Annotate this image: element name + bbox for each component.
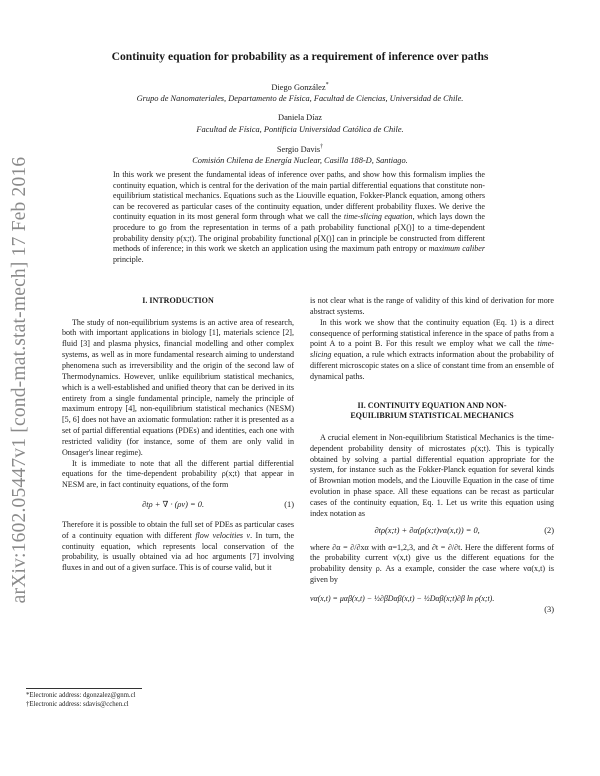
- author-1: Diego González*: [271, 82, 329, 92]
- arxiv-identifier: arXiv:1602.05447v1 [cond-mat.stat-mech] 17 Feb 2016: [9, 156, 30, 604]
- paragraph: It is immediate to note that all the different partial differential equations for the time-dependent probability ρ(x;t) that appear in NESM are, in fact continuity equations, of the form: [62, 458, 294, 490]
- left-column: [62, 296, 294, 574]
- equation-3: vα(x,t) = μαβ(x,t) − ½∂βDαβ(x,t) − ½Dαβ(x;t)∂β ln ρ(x;t).: [310, 593, 495, 603]
- affiliation-1: Grupo de Nanomateriales, Departamento de Física, Facultad de Ciencias, Universidad de Chile.: [136, 94, 464, 103]
- paragraph: Therefore it is possible to obtain the full set of PDEs as particular cases of a continuity equation with different flow velocities v. In turn, the continuity equation, which represents local conservation of the probability, is usually obtained via ad hoc arguments [7] involving fluxes in and out of a given surface. This is of course valid, but it: [62, 519, 295, 573]
- paragraph: A crucial element in Non-equilibrium Statistical Mechanics is the time-dependent probability density of microstates ρ(x;t). This is typically obtained by solving a partial differential equation appropriate for the system, for instance such as the Fokker-Planck equation for several kinds of Brownian motion models, and the Liouville Equation in the case of time evolution in phase space. All these equations can be recast as particular cases of the continuity equation, Eq. 1. Let us write this equation using index notation as: [310, 432, 554, 518]
- paper-title: Continuity equation for probability as a requirement of inference over paths: [111, 50, 489, 63]
- paragraph: where ∂α = ∂/∂xα with α=1,2,3, and ∂t = ∂/∂t. Here the different forms of the probability current v(x,t) give us the different equations for the probability density ρ. As a example, consider the case where vα(x,t) is given by: [310, 542, 554, 585]
- section-heading: II. CONTINUITY EQUATION AND NON-EQUILIBRIUM STATISTICAL MECHANICS: [350, 400, 514, 421]
- paragraph: is not clear what is the range of validity of this kind of derivation for more abstract systems.: [310, 296, 554, 316]
- footnote-divider: [26, 688, 142, 689]
- author-2: Daniela Díaz: [278, 113, 322, 122]
- affiliation-3: Comisión Chilena de Energía Nuclear, Casilla 188-D, Santiago.: [192, 156, 408, 165]
- arxiv-sidebar-stamp: [6, 156, 34, 604]
- author-3: Sergio Davis†: [276, 144, 324, 154]
- section-heading: I. INTRODUCTION: [142, 296, 214, 305]
- paragraph: The study of non-equilibrium systems is an active area of research, both with important applications in biology [1], materials science [2], fluid [3] and plasma physics, financial modelling and other complex systems, as well as in more fundamental research aiming to understand phenomena such as irreversibility and the origin of the second law of Thermodynamics. However, unlike equilibrium statistical mechanics, which is a well-established and unified theory that can be derived in its entirety from a single fundamental principle, namely the principle of maximum entropy [4], non-equilibrium statistical mechanics (NESM) [5, 6] does not have an axiomatic formulation: rather it is presented as a set of partial differential equations (PDEs) and identities, each one with restricted validity (for instance, some of them are only valid in Onsager's linear regime).: [62, 317, 294, 457]
- equation-3-number: (3): [544, 604, 554, 614]
- footnote-1: *Electronic address: dgonzalez@gnm.cl: [26, 692, 136, 699]
- author-name: Diego González: [271, 82, 326, 92]
- paragraph: In this work we show that the continuity equation (Eq. 1) is a direct consequence of performing statistical inference in the space of paths from a point A to a point B. For this result we employ what we call the time-slicing equation, a rule which extracts information about the probability of different microscopic states on a slice of constant time from an ensemble of dynamical paths.: [310, 317, 554, 381]
- abstract: In this work we present the fundamental ideas of inference over paths, and show how this formalism implies the continuity equation, which is central for the derivation of the main partial differential equations that constitute non-equilibrium statistical mechanics. Equations such as the Liouville equation, Fokker-Planck equation, among others can be recovered as particular cases of the continuity equation, under different probability fluxes. We derive the continuity equation in its most general form through what we call the time-slicing equation, which lays down the procedure to go from the representation in terms of a path probability functional ρ[X()] to a time-dependent probability density ρ(x;t). The original probability functional ρ[X()] can in principle be constructed from different methods of inference; in this work we sketch an application using the maximum path entropy or maximum caliber principle.: [113, 170, 486, 264]
- affiliation-2: Facultad de Física, Pontificia Universidad Católica de Chile.: [196, 125, 404, 134]
- author-name: Sergio Davis: [276, 144, 321, 154]
- equation-1: ∂tρ + ∇ · (ρv) = 0. (1): [142, 500, 294, 510]
- right-column: [310, 296, 554, 616]
- footnote-2: †Electronic address: sdavis@cchen.cl: [26, 701, 129, 708]
- equation-2: ∂tρ(x;t) + ∂α(ρ(x;t)vα(x,t)) = 0, (2): [374, 525, 554, 535]
